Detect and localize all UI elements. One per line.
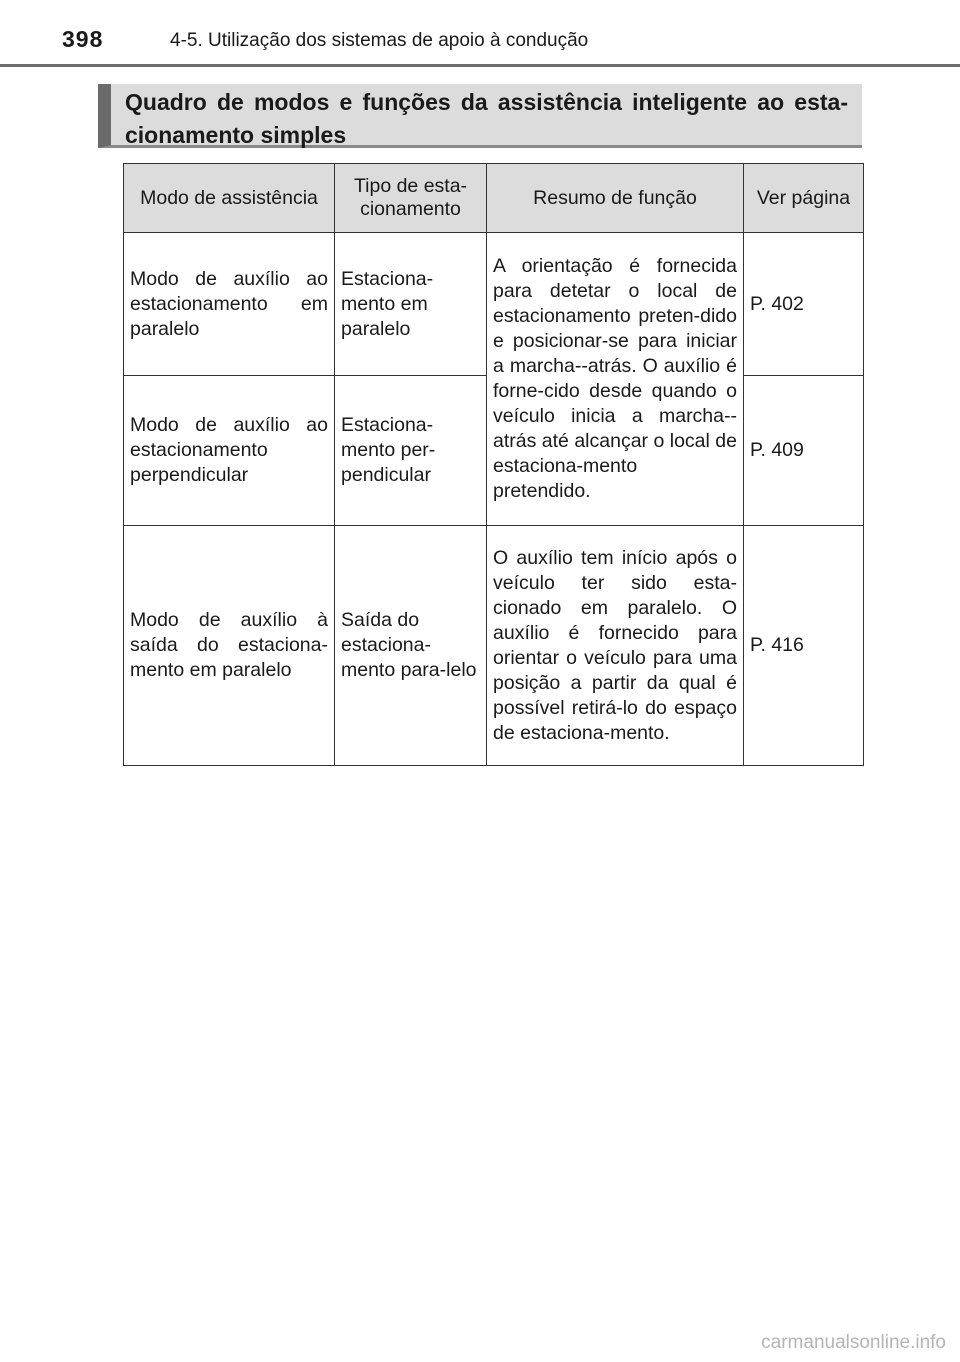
cell-page: P. 402 (744, 233, 864, 376)
table-row (124, 233, 864, 376)
cell-mode: Modo de auxílio à saída do estaciona-mento em paralelo (124, 526, 335, 766)
header-parking-type: Tipo de esta-cionamento (335, 164, 487, 233)
modes-table (123, 163, 864, 766)
cell-type: Estaciona-mento em paralelo (335, 233, 487, 376)
cell-mode: Modo de auxílio ao estacionamento em paralelo (124, 233, 335, 376)
cell-type: Estaciona-mento per-pendicular (335, 376, 487, 526)
header-page: Ver página (744, 164, 864, 233)
cell-summary: A orientação é fornecida para detetar o local de estacionamento preten-dido e posicionar-se para iniciar a marcha--atrás. O auxílio é forne-cido desde quando o veículo inicia a marcha--atrás até alcançar o local de estaciona-mento pretendido. (487, 233, 744, 526)
cell-page: P. 416 (744, 526, 864, 766)
cell-type: Saída do estaciona-mento para-lelo (335, 526, 487, 766)
header-mode: Modo de assistência (124, 164, 335, 233)
cell-page: P. 409 (744, 376, 864, 526)
table-header-row (124, 164, 864, 233)
header-rule (0, 64, 960, 67)
table-row (124, 526, 864, 766)
cell-mode: Modo de auxílio ao estacionamento perpendicular (124, 376, 335, 526)
running-head: 4-5. Utilização dos sistemas de apoio à condução (170, 30, 589, 51)
header-summary: Resumo de função (487, 164, 744, 233)
page-number: 398 (62, 26, 104, 52)
cell-summary: O auxílio tem início após o veículo ter sido esta-cionado em paralelo. O auxílio é fornecido para orientar o veículo para uma posição a partir da qual é possível retirá-lo do espaço de estaciona-mento. (487, 526, 744, 766)
watermark: carmanualsonline.info (761, 1332, 946, 1353)
section-title: Quadro de modos e funções da assistência inteligente ao esta-cionamento simples (98, 84, 862, 148)
